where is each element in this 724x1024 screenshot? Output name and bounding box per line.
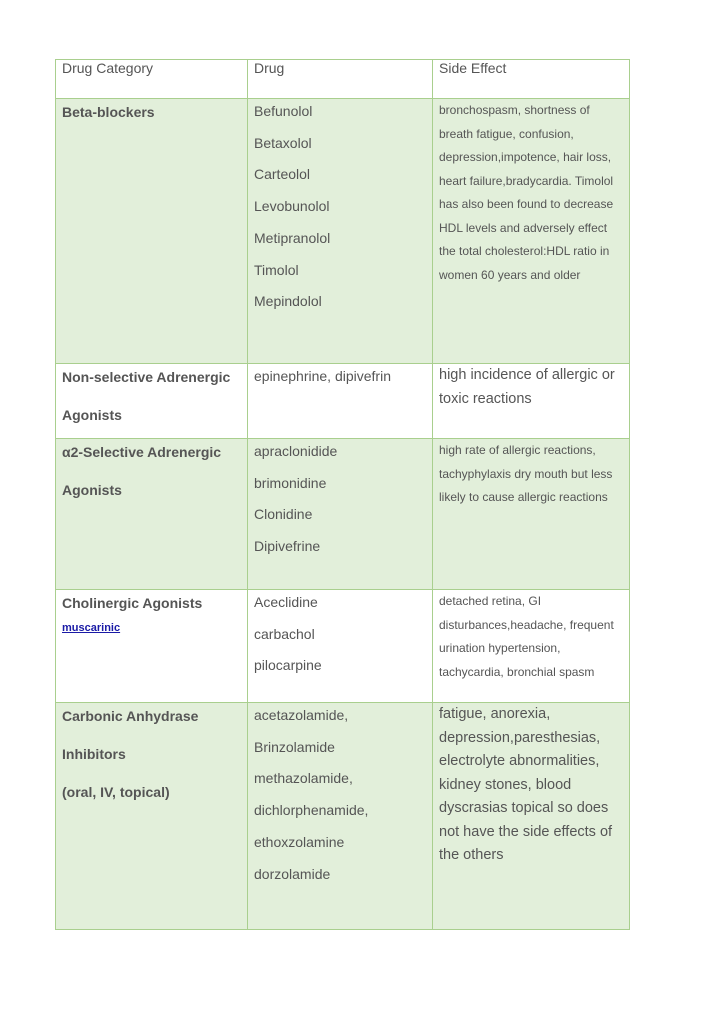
category-cell (56, 99, 248, 364)
side-effect-cell (433, 99, 630, 364)
side-effect-text: detached retina, GI disturbances,headache, frequent urination hypertension, tachycardia, bronchial spasm (439, 594, 614, 679)
category-name: α2-Selective Adrenergic (62, 444, 222, 460)
side-effect-text: high incidence of allergic or toxic reactions (439, 367, 615, 407)
drug-name: Aceclidine (254, 594, 318, 610)
table-row-beta-blockers (56, 99, 630, 364)
category-cell (56, 703, 248, 930)
category-cell (56, 590, 248, 703)
drug-name: Carteolol (254, 166, 311, 183)
table-row-cholinergic-agonists (56, 590, 630, 703)
side-effect-cell (433, 364, 630, 439)
drug-name: Metipranolol (254, 229, 331, 246)
drug-name: pilocarpine (254, 657, 322, 674)
side-effect-cell (433, 590, 630, 703)
header-side-effect: Side Effect (433, 60, 630, 99)
drug-cell (248, 99, 433, 364)
drug-cell (248, 439, 433, 590)
table-row-carbonic-anhydrase-inhibitors (56, 703, 630, 930)
category-name: Carbonic Anhydrase (62, 708, 199, 724)
drug-name: brimonidine (254, 474, 327, 491)
drug-name: Timolol (254, 261, 299, 278)
header-drug: Drug (248, 60, 433, 99)
drug-name: Clonidine (254, 506, 313, 523)
category-cell (56, 364, 248, 439)
side-effect-text: high rate of allergic reactions, tachyphylaxis dry mouth but less likely to cause allergic reactions (439, 443, 613, 504)
drug-cell (248, 364, 433, 439)
drug-name: Brinzolamide (254, 738, 335, 755)
side-effect-text: bronchospasm, shortness of breath fatigue, confusion, depression,impotence, hair loss, heart failure,bradycardia. Timolol has also been found to decrease HDL levels and adversely effect the total cholesterol:HDL ratio in women 60 years and older (439, 103, 614, 282)
drug-name: dichlorphenamide, (254, 802, 369, 819)
category-name: Non-selective Adrenergic (62, 369, 231, 385)
header-drug-category: Drug Category (56, 60, 248, 99)
drug-name: Befunolol (254, 103, 313, 119)
drug-name: Mepindolol (254, 293, 322, 310)
category-name: Inhibitors (62, 746, 126, 762)
drug-name: ethoxzolamine (254, 833, 345, 850)
table-row-alpha2-selective-adrenergic (56, 439, 630, 590)
drug-name: apraclonidide (254, 443, 338, 459)
drug-name: methazolamide, (254, 770, 353, 787)
drug-name: epinephrine, dipivefrin (254, 368, 391, 384)
category-name: Agonists (62, 407, 122, 423)
drug-side-effect-table (55, 59, 630, 930)
category-name: (oral, IV, topical) (62, 784, 170, 800)
category-name: Beta-blockers (62, 104, 155, 120)
drug-name: dorzolamide (254, 865, 331, 882)
drug-name: Betaxolol (254, 134, 312, 151)
table-row-non-selective-adrenergic (56, 364, 630, 439)
side-effect-cell (433, 703, 630, 930)
category-name: Cholinergic Agonists (62, 595, 203, 611)
side-effect-text: fatigue, anorexia, depression,paresthesias, electrolyte abnormalities, kidney stones, blood dyscrasias topical so does not have the side effects of the others (439, 706, 613, 863)
category-cell (56, 439, 248, 590)
drug-cell (248, 703, 433, 930)
drug-name: Levobunolol (254, 198, 330, 215)
drug-name: acetazolamide, (254, 707, 349, 723)
drug-cell (248, 590, 433, 703)
side-effect-cell (433, 439, 630, 590)
drug-name: carbachol (254, 625, 315, 642)
drug-name: Dipivefrine (254, 538, 321, 555)
category-name: Agonists (62, 482, 122, 498)
muscarinic-link[interactable]: muscarinic (62, 622, 121, 634)
